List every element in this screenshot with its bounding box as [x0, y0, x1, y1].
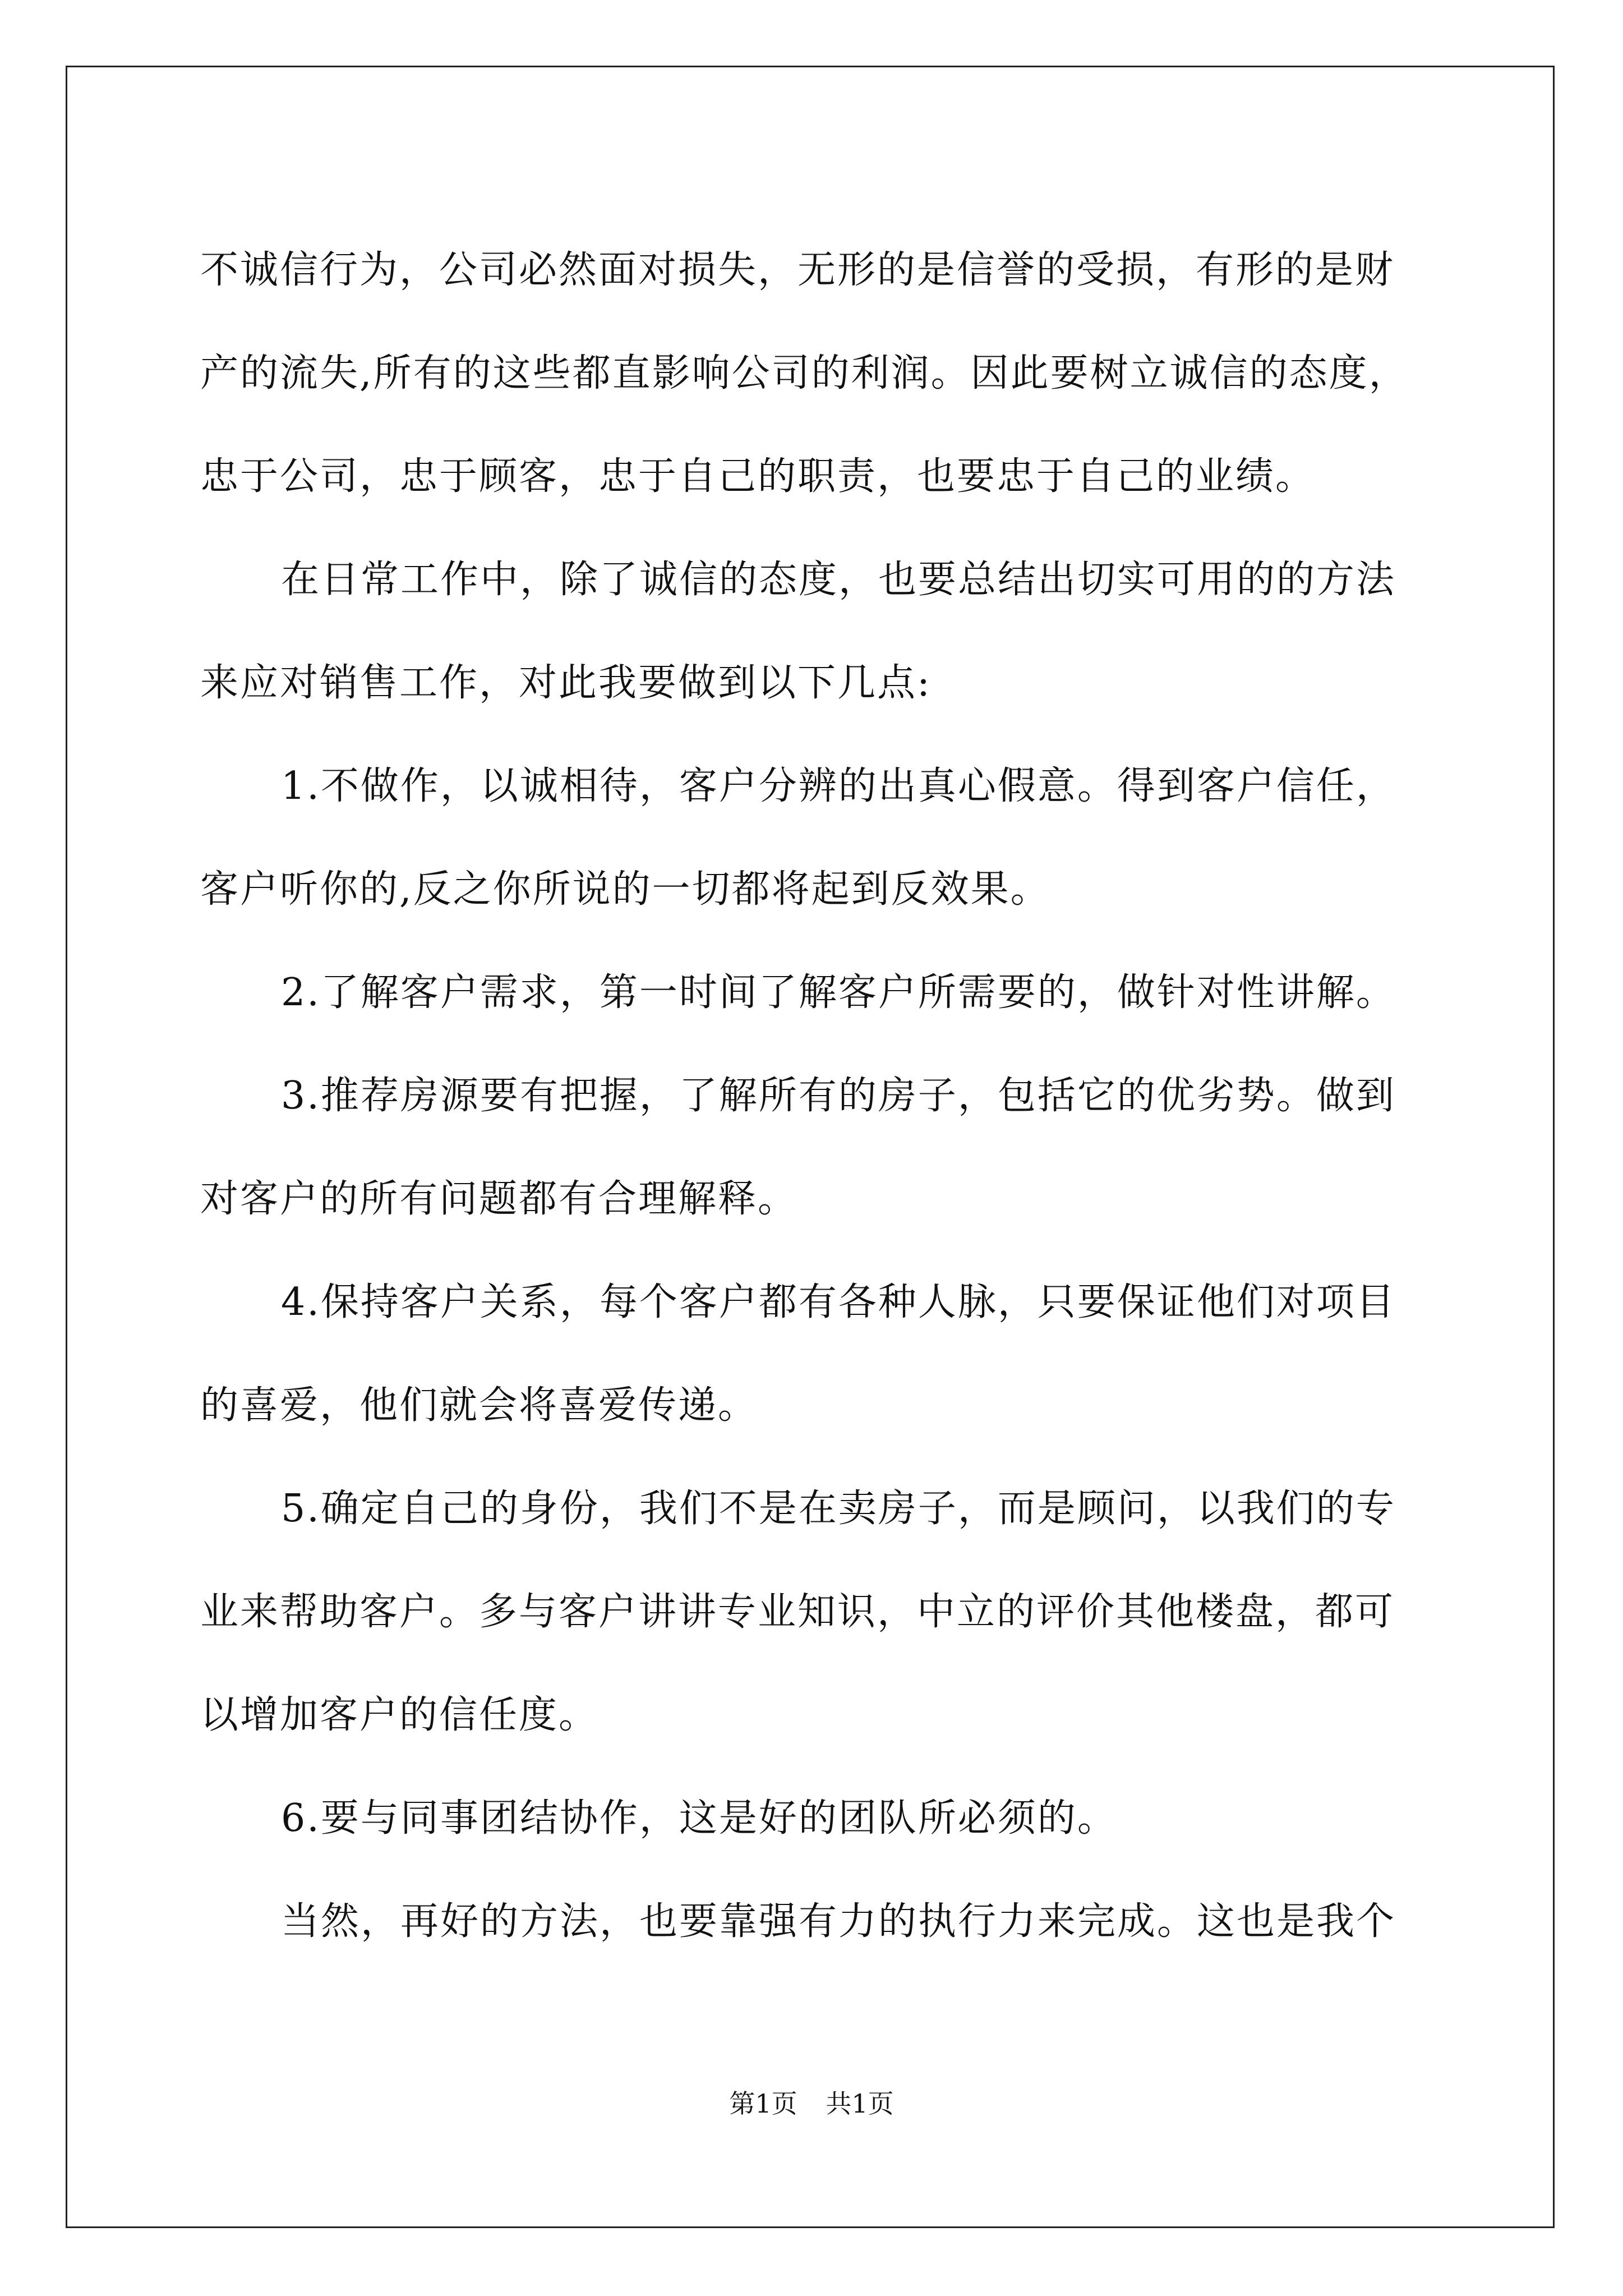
text-line: 客户听你的,反之你所说的一切都将起到反效果。: [200, 867, 1050, 912]
list-item-6: 6.要与同事团结协作，这是好的团队所必须的。: [281, 1796, 1117, 1841]
text-line: 的喜爱，他们就会将喜爱传递。: [200, 1383, 758, 1428]
page-number-total: 共1页: [826, 2088, 894, 2119]
text-line: 不诚信行为，公司必然面对损失，无形的是信誉的受损，有形的是财: [200, 248, 1395, 292]
text-line: 业来帮助客户。多与客户讲讲专业知识，中立的评价其他楼盘，都可: [200, 1590, 1395, 1634]
list-item-3: 3.推荐房源要有把握，了解所有的房子，包括它的优劣势。做到: [281, 1074, 1396, 1118]
text-line: 当然，再好的方法，也要靠强有力的执行力来完成。这也是我个: [281, 1899, 1396, 1944]
list-item-2: 2.了解客户需求，第一时间了解客户所需要的，做针对性讲解。: [281, 970, 1396, 1015]
text-line: 在日常工作中，除了诚信的态度，也要总结出切实可用的的方法: [281, 558, 1396, 602]
list-item-5: 5.确定自己的身份，我们不是在卖房子，而是顾问，以我们的专: [281, 1487, 1396, 1531]
text-line: 以增加客户的信任度。: [200, 1693, 599, 1737]
text-line: 来应对销售工作，对此我要做到以下几点:: [200, 661, 932, 705]
page-footer: [0, 2087, 1623, 2120]
text-line: 忠于公司，忠于顾客，忠于自己的职责，也要忠于自己的业绩。: [200, 454, 1316, 499]
list-item-1: 1.不做作，以诚相待，客户分辨的出真心假意。得到客户信任，: [281, 764, 1396, 808]
list-item-4: 4.保持客户关系，每个客户都有各种人脉，只要保证他们对项目: [281, 1280, 1396, 1324]
document-body: [200, 219, 1428, 1973]
page-number-current: 第1页: [729, 2088, 797, 2119]
text-line: 对客户的所有问题都有合理解释。: [200, 1177, 798, 1221]
text-line: 产的流失,所有的这些都直影响公司的利润。因此要树立诚信的态度，: [200, 351, 1409, 395]
